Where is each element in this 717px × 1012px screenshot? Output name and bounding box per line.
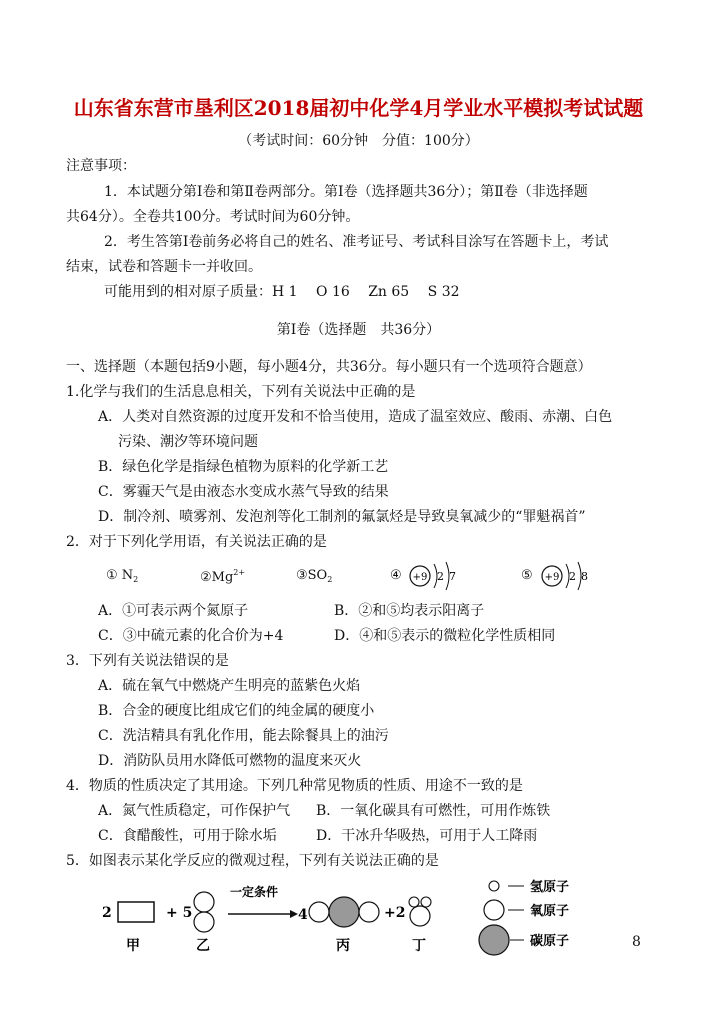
legend-oxygen-label: 氧原子	[530, 904, 570, 919]
notice-line: 结束，试卷和答题卡一并收回。	[66, 259, 262, 275]
question-stem: 4．物质的性质决定了其用途。下列几种常见物质的性质、用途不一致的是	[66, 778, 523, 794]
shell-electrons-2: 7	[449, 570, 456, 583]
reaction-condition: 一定条件	[230, 885, 279, 899]
oxygen-atom	[359, 902, 379, 922]
option-d: D．制冷剂、喷雾剂、发泡剂等化工制剂的氟氯烃是导致臭氧减少的“罪魁祸首”	[98, 509, 586, 525]
part-heading: 一、选择题（本题包括9小题，每小题4分，共36分。每小题只有一个选项符合题意）	[66, 359, 592, 375]
reaction-micro-diagram	[90, 874, 610, 964]
hydrogen-atom	[409, 897, 419, 907]
notice-line: 1．本试题分第Ⅰ卷和第Ⅱ卷两部分。第Ⅰ卷（选择题共36分）；第Ⅱ卷（非选择题	[104, 184, 588, 200]
option-b: B．一氧化碳具有可燃性，可用作炼铁	[316, 803, 551, 819]
label-jia: 甲	[126, 938, 140, 954]
question-stem: 2．对于下列化学用语，有关说法正确的是	[66, 534, 327, 550]
option-a: A．①可表示两个氮原子	[98, 603, 249, 619]
option-c: C．雾霾天气是由液态水变成水蒸气导致的结果	[98, 484, 389, 500]
carbon-atom	[329, 897, 359, 927]
atom-structure-diagram-4	[408, 556, 468, 596]
oxygen-atom	[309, 902, 329, 922]
option-a: A．氮气性质稳定，可作保护气	[98, 803, 291, 819]
option-b: B．绿色化学是指绿色植物为原料的化学新工艺	[98, 459, 389, 475]
option-d: D．干冰升华吸热，可用于人工降雨	[316, 828, 538, 844]
option-a: A．硫在氧气中燃烧产生明亮的蓝紫色火焰	[98, 678, 361, 694]
label-yi: 乙	[196, 938, 210, 954]
nucleus-charge: +9	[412, 572, 428, 583]
option-c: C．③中硫元素的化合价为+4	[98, 628, 284, 644]
shell-electrons-1: 2	[569, 570, 576, 583]
legend-oxygen-symbol	[484, 900, 504, 920]
option-b: B．合金的硬度比组成它们的纯金属的硬度小	[98, 703, 375, 719]
atomic-mass-line: 可能用到的相对原子质量：H 1 O 16 Zn 65 S 32	[104, 284, 460, 300]
notice-heading: 注意事项：	[66, 158, 136, 174]
legend-hydrogen-symbol	[489, 881, 499, 891]
atom-diagram-5-number: ⑤	[521, 568, 533, 583]
legend-carbon-symbol	[479, 925, 509, 955]
question-stem: 5．如图表示某化学反应的微观过程，下列有关说法正确的是	[66, 853, 439, 869]
coefficient-bing: 4	[298, 907, 308, 923]
page-number: 8	[632, 934, 641, 950]
shell-electrons-1: 2	[437, 570, 444, 583]
exam-info: （考试时间：60分钟 分值：100分）	[238, 133, 479, 149]
chem-symbol-2: $②Mg^{2+}$	[200, 568, 246, 585]
option-d: D．消防队员用水降低可燃物的温度来灭火	[98, 753, 362, 769]
molecule-jia-box	[118, 902, 154, 922]
coefficient-yi: + 5	[166, 905, 193, 921]
nucleus-charge: +9	[544, 572, 560, 583]
coefficient-jia: 2	[102, 905, 112, 921]
hydrogen-atom	[421, 897, 431, 907]
page-title: 山东省东营市垦利区2018届初中化学4月学业水平模拟考试试题	[73, 96, 644, 120]
shell-electrons-2: 8	[581, 570, 588, 583]
ion-structure-diagram-5	[540, 556, 600, 596]
section-title: 第Ⅰ卷（选择题 共36分）	[276, 322, 441, 338]
oxygen-atom	[194, 912, 214, 932]
coefficient-ding: +2	[384, 905, 406, 921]
label-ding: 丁	[412, 938, 426, 954]
chem-symbol-3: $③SO_2$	[296, 568, 333, 584]
atom-diagram-4-number: ④	[390, 568, 402, 583]
option-a-continued: 污染、潮汐等环境问题	[118, 434, 258, 450]
option-c: C．食醋酸性，可用于除水垢	[98, 828, 277, 844]
option-d: D．④和⑤表示的微粒化学性质相同	[334, 628, 556, 644]
chem-symbol-1: ① $N_2$	[106, 568, 139, 584]
option-c: C．洗洁精具有乳化作用，能去除餐具上的油污	[98, 728, 389, 744]
oxygen-atom	[410, 906, 430, 926]
question-stem: 1.化学与我们的生活息息相关，下列有关说法中正确的是	[66, 384, 416, 400]
reaction-arrow-head	[290, 910, 298, 918]
oxygen-atom	[194, 892, 214, 912]
notice-line: 2．考生答第Ⅰ卷前务必将自己的姓名、准考证号、考试科目涂写在答题卡上，考试	[104, 234, 609, 250]
option-b: B．②和⑤均表示阳离子	[334, 603, 485, 619]
question-stem: 3．下列有关说法错误的是	[66, 653, 229, 669]
label-bing: 丙	[336, 938, 350, 954]
option-a: A．人类对自然资源的过度开发和不恰当使用，造成了温室效应、酸雨、赤潮、白色	[98, 409, 613, 425]
notice-line: 共64分）。全卷共100分。考试时间为60分钟。	[66, 209, 360, 225]
legend-carbon-label: 碳原子	[530, 934, 570, 949]
legend-hydrogen-label: 氢原子	[530, 880, 570, 895]
